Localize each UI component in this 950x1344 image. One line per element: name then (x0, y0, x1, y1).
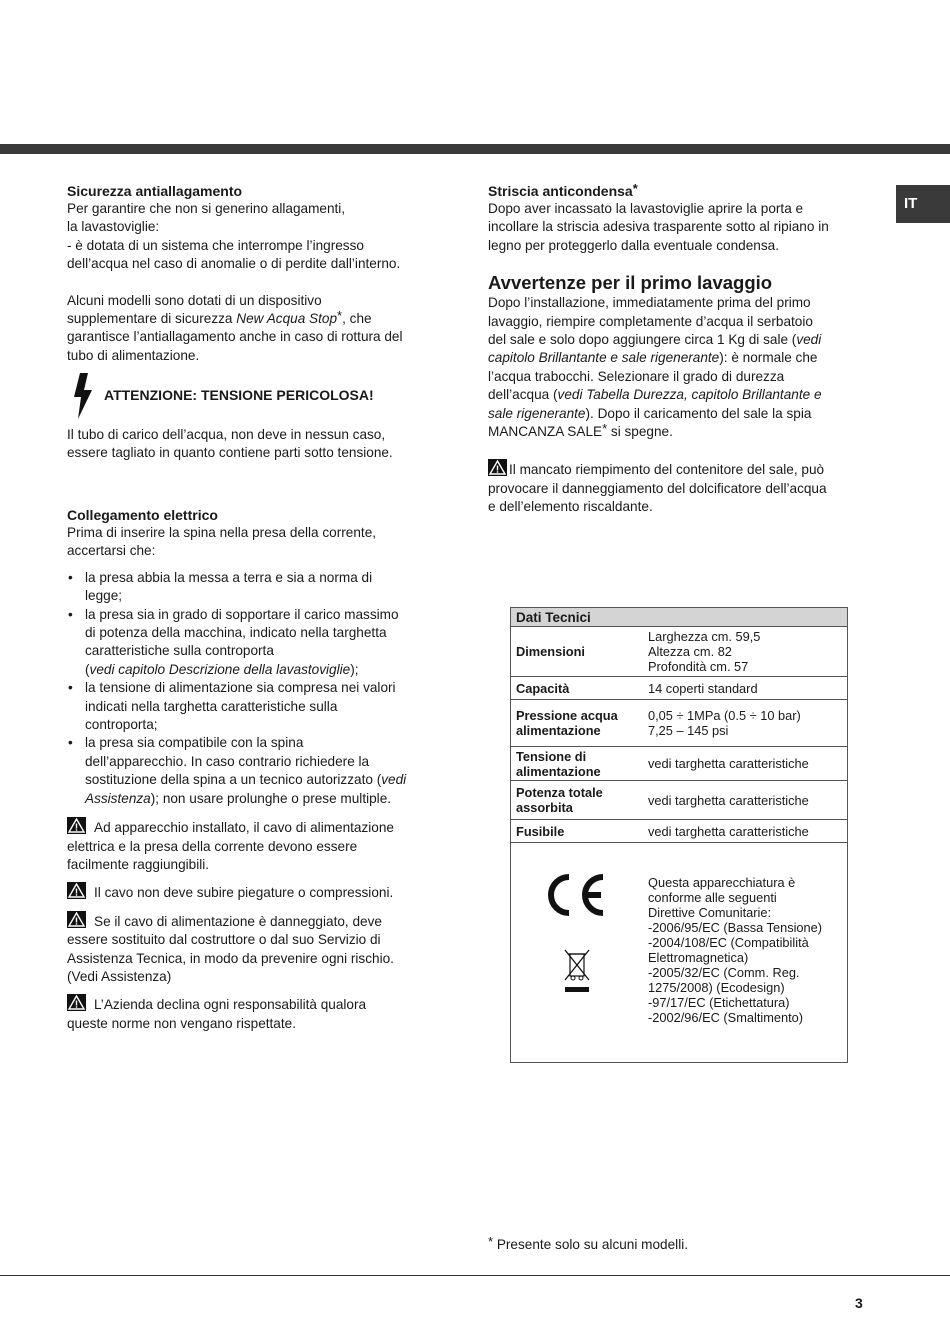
paragraph-line: l’acqua trabocchi. Selezionare il grado di durezza (488, 368, 785, 384)
row-value (643, 627, 848, 677)
paragraph-line: Per garantire che non si generino allagamenti, (67, 201, 346, 216)
list-line: di potenza della macchina, indicato nella targhetta (85, 625, 387, 641)
paragraph-line (488, 349, 883, 367)
directive-line: conforme alle seguenti (648, 890, 777, 905)
section-title-flood-safety: Sicurezza antiallagamento (67, 183, 243, 199)
warning-icon (67, 994, 86, 1011)
warning-icon (67, 911, 86, 928)
table-row-compliance (511, 843, 848, 1063)
directive-line: Elettromagnetica) (648, 950, 749, 965)
directive-line: 1275/2008) (Ecodesign) (648, 980, 785, 995)
danger-text (67, 426, 457, 463)
reference-text: vedi (796, 332, 822, 348)
value-line: Profondità cm. 57 (648, 659, 749, 674)
lightning-bolt-icon (72, 373, 94, 419)
list-line: • la presa sia in grado di sopportare il carico massimo (85, 606, 399, 622)
directive-line: Direttive Comunitarie: (648, 905, 772, 920)
list-line (85, 790, 457, 808)
requirements-list (67, 569, 457, 808)
row-label: Capacità (511, 677, 644, 700)
paragraph-line: e dell’elemento riscaldante. (488, 499, 653, 515)
paragraph-line: accertarsi che: (67, 543, 156, 559)
list-item (67, 606, 457, 680)
label-line: alimentazione (516, 763, 601, 779)
footnote-star: * (602, 421, 608, 437)
text-span: del sale e solo dopo aggiungere circa 1 Kg di sale ( (488, 332, 797, 348)
list-item (67, 734, 457, 808)
row-value: vedi targhetta caratteristiche (643, 781, 848, 820)
list-item (67, 679, 457, 734)
paragraph-line: queste norme non vengano rispettate. (67, 1015, 296, 1031)
warning-icon (488, 459, 507, 476)
text-span: Ad apparecchio installato, il cavo di alimentazione (94, 820, 394, 836)
list-line: • la presa abbia la messa a terra e sia a norma di (85, 569, 373, 585)
compliance-marks (511, 843, 644, 1063)
footnote (488, 1236, 868, 1254)
list-line: caratteristiche sulla controporta (85, 643, 274, 659)
directive-line: -2006/95/EC (Bassa Tensione) (648, 920, 823, 935)
table-row (511, 677, 848, 700)
paragraph-line: lavaggio, riempire completamente d’acqua il serbatoio (488, 313, 813, 329)
paragraph-line (488, 386, 883, 404)
row-value (643, 700, 848, 747)
page-number: 3 (855, 1295, 863, 1311)
paragraph-line: tubo di alimentazione. (67, 347, 200, 363)
section-title-condensation-strip (488, 182, 883, 200)
warning-note (67, 817, 457, 874)
warning-note (488, 459, 883, 516)
paragraph-line: essere sostituito dal costruttore o dal suo Servizio di (67, 932, 381, 948)
list-line (85, 661, 457, 679)
row-value: vedi targhetta caratteristiche (643, 820, 848, 843)
paragraph-line (67, 310, 457, 328)
table-header-row (511, 608, 848, 627)
paragraph-line (67, 882, 457, 902)
section-title-first-wash: Avvertenze per il primo lavaggio (488, 272, 773, 294)
text-span: Il mancato riempimento del contenitore del sale, può (509, 462, 825, 478)
paragraph-line: Il tubo di carico dell’acqua, non deve in nessun caso, (67, 427, 386, 442)
weee-bin-icon (562, 948, 592, 994)
text-span: dell’acqua ( (488, 387, 558, 403)
danger-title: ATTENZIONE: TENSIONE PERICOLOSA! (104, 387, 374, 403)
row-label (511, 781, 644, 820)
ce-mark-icon (545, 873, 609, 917)
row-value: 14 coperti standard (643, 677, 848, 700)
reference-text: vedi Tabella Durezza, capitolo Brillantante e (557, 387, 822, 403)
text-span: MANCANZA SALE (488, 424, 603, 440)
value-line: 0,05 ÷ 1MPa (0.5 ÷ 10 bar) (648, 708, 801, 723)
value-line: 7,25 – 145 psi (648, 723, 729, 738)
paragraph-line (67, 911, 457, 931)
list-item (67, 569, 457, 606)
paragraph-line: essere tagliato in quanto contiene parti sotto tensione. (67, 445, 393, 461)
list-line: legge; (85, 588, 123, 604)
paragraph-line: la lavastoviglie: (67, 219, 160, 235)
row-label: Dimensioni (511, 627, 644, 677)
paragraph-line: - è dotata di un sistema che interrompe l’ingresso (67, 237, 364, 253)
paragraph-line: elettrica e la presa della corrente devono essere (67, 838, 358, 854)
directive-line: Questa apparecchiatura è (648, 875, 796, 890)
label-line: Pressione acqua (516, 708, 618, 723)
paragraph-line: Dopo aver incassato la lavastoviglie aprire la porta e (488, 201, 804, 216)
row-label: Fusibile (511, 820, 644, 843)
text-span: si spegne. (607, 424, 673, 440)
reference-text: vedi (381, 772, 407, 788)
footnote-star: * (488, 1234, 494, 1249)
text-span: supplementare di sicurezza (67, 311, 237, 327)
electrical-section (67, 506, 457, 1033)
right-column (488, 182, 883, 517)
table-row (511, 781, 848, 820)
paragraph-line: Dopo l’installazione, immediatamente prima del primo (488, 295, 811, 311)
list-line: dell’apparecchio. In caso contrario richiedere la (85, 753, 370, 769)
text-span: , che (342, 311, 372, 327)
table-row (511, 820, 848, 843)
left-column (67, 182, 457, 365)
list-line: • la tensione di alimentazione sia compresa nei valori (85, 680, 396, 696)
section-title-electrical: Collegamento elettrico (67, 507, 218, 523)
reference-text: sale rigenerante (488, 405, 586, 421)
language-tab: IT (896, 185, 950, 223)
text-span: L’Azienda declina ogni responsabilità qualora (94, 997, 367, 1013)
warning-note (67, 911, 457, 987)
label-line: Potenza totale (516, 785, 603, 800)
directive-line: -2004/108/EC (Compatibilità (648, 935, 809, 950)
table-row (511, 627, 848, 677)
reference-text: capitolo Brillantante e sale rigenerante (488, 350, 720, 366)
text-span: ): è normale che (719, 350, 818, 366)
paragraph-line (488, 331, 883, 349)
paragraph-line: facilmente raggiungibili. (67, 856, 210, 872)
table-row (511, 700, 848, 747)
footnote-star: * (632, 181, 638, 196)
value-line: Larghezza cm. 59,5 (648, 629, 761, 644)
warning-icon (67, 817, 86, 834)
paragraph-line (488, 459, 883, 479)
paragraph-line (67, 817, 457, 837)
reference-text: vedi capitolo Descrizione della lavastoviglie (89, 661, 351, 677)
paragraph-line: garantisce l’antiallagamento anche in caso di rottura del (67, 329, 403, 345)
list-line: • la presa sia compatibile con la spina (85, 735, 304, 751)
warning-note (67, 994, 457, 1033)
label-line: assorbita (516, 800, 573, 815)
directive-line: -2005/32/EC (Comm. Reg. (648, 965, 800, 980)
header-bar (0, 144, 950, 154)
product-name: New Acqua Stop (236, 311, 338, 327)
warning-note (67, 882, 457, 902)
paragraph-line (488, 405, 883, 423)
reference-text: Assistenza (85, 790, 151, 806)
paragraph-line: incollare la striscia adesiva trasparente sotto al ripiano in (488, 219, 829, 235)
technical-data-table (510, 607, 848, 1063)
label-line: Tensione di (516, 748, 587, 764)
text-span: Il cavo non deve subire piegature o compressioni. (94, 885, 394, 901)
directives-text (643, 843, 848, 1063)
paragraph-line: legno per proteggerlo dalla eventuale condensa. (488, 237, 779, 253)
text-span: ); non usare prolunghe o prese multiple. (150, 790, 392, 806)
text-span: ). Dopo il caricamento del sale la spia (585, 405, 812, 421)
label-line: alimentazione (516, 723, 601, 738)
text-span: ); (350, 661, 359, 677)
row-value: vedi targhetta caratteristiche (643, 747, 848, 781)
table-header: Dati Tecnici (511, 608, 848, 627)
paragraph-line: provocare il danneggiamento del dolcificatore dell’acqua (488, 480, 827, 496)
list-line (85, 771, 457, 789)
paragraph-line: Assistenza Tecnica, in modo da prevenire ogni rischio. (67, 950, 394, 966)
danger-block (104, 386, 464, 404)
value-line: Altezza cm. 82 (648, 644, 732, 659)
footnote-text: Presente solo su alcuni modelli. (493, 1237, 689, 1252)
row-label (511, 700, 644, 747)
text-span: Se il cavo di alimentazione è danneggiato, deve (94, 913, 382, 929)
directive-line: -2002/96/EC (Smaltimento) (648, 1010, 804, 1025)
list-line: indicati nella targhetta caratteristiche sulla (85, 698, 338, 714)
footnote-star: * (337, 308, 343, 324)
row-label (511, 747, 644, 781)
paragraph-line: dell’acqua nel caso di anomalie o di perdite dall’interno. (67, 256, 401, 272)
directive-line: -97/17/EC (Etichettatura) (648, 995, 790, 1010)
warning-icon (67, 882, 86, 899)
text-span: ( (85, 661, 90, 677)
text-span: Striscia anticondensa (488, 183, 633, 199)
paragraph-line: Alcuni modelli sono dotati di un dispositivo (67, 292, 322, 308)
paragraph-line: Prima di inserire la spina nella presa della corrente, (67, 525, 377, 540)
list-line: controporta; (85, 717, 158, 733)
text-span: sostituzione della spina a un tecnico autorizzato ( (85, 772, 382, 788)
paragraph-line: (Vedi Assistenza) (67, 968, 172, 984)
paragraph-line (67, 994, 457, 1014)
paragraph-line (488, 423, 883, 441)
footer-rule (0, 1275, 950, 1276)
table-row (511, 747, 848, 781)
